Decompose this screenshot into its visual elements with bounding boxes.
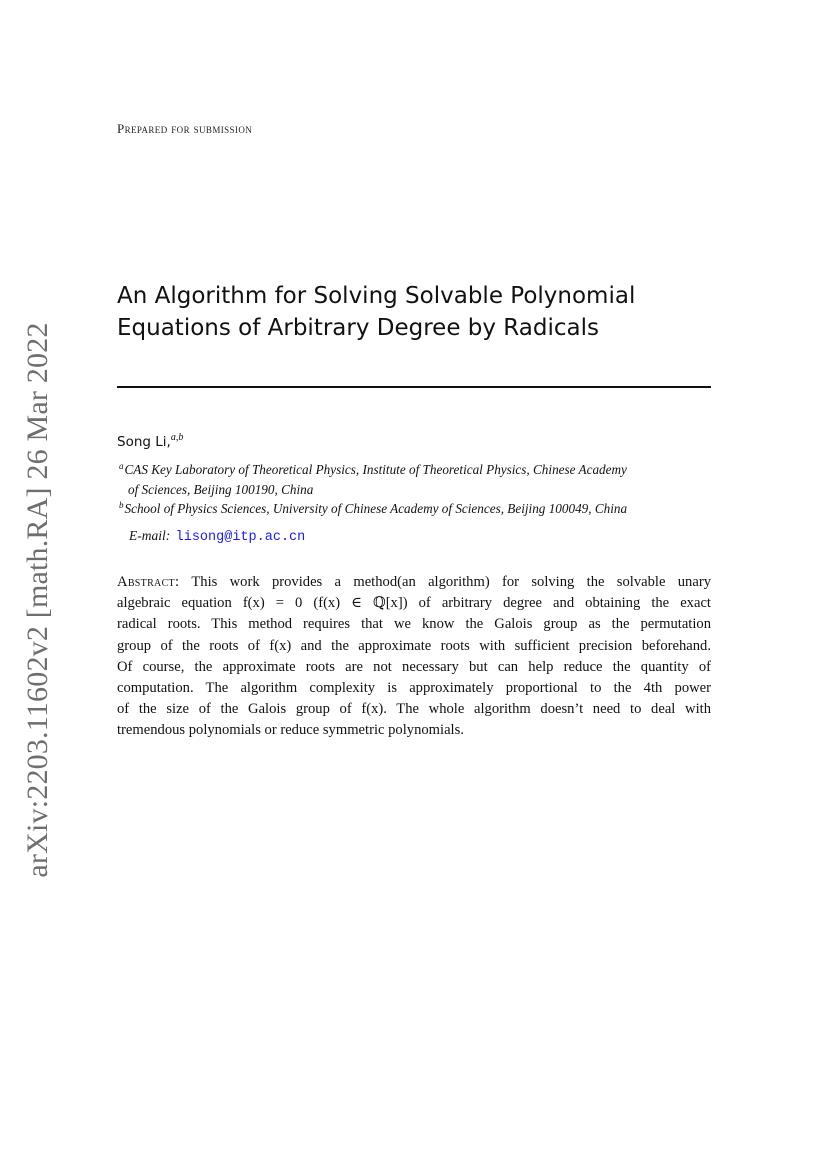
email-label: E-mail: <box>129 528 171 543</box>
abstract-line-7: of the size of the Galois group of f(x). The whole algorithm doesn’t need to deal with <box>117 701 711 718</box>
abstract-heading: Abstract: <box>117 574 180 590</box>
affiliation-a-line-2: of Sciences, Beijing 100190, China <box>128 482 314 497</box>
title-line-1: An Algorithm for Solving Solvable Polynomial <box>117 283 636 309</box>
abstract-line-6: computation. The algorithm complexity is approximately proportional to the 4th power <box>117 679 711 696</box>
email-link[interactable]: lisong@itp.ac.cn <box>175 530 306 545</box>
author <box>117 434 183 450</box>
abstract-line-3: radical roots. This method requires that we know the Galois group as the permutation <box>117 616 711 633</box>
abstract-line-1 <box>117 572 711 593</box>
abstract-line-8: tremendous polynomials or reduce symmetric polynomials. <box>117 722 464 739</box>
affiliation-a-line-1: CAS Key Laboratory of Theoretical Physics, Institute of Theoretical Physics, Chinese Academy <box>124 462 627 477</box>
title-rule <box>117 386 711 388</box>
title-line-2: Equations of Arbitrary Degree by Radicals <box>117 315 599 341</box>
abstract-line-5: Of course, the approximate roots are not necessary but can help reduce the quantity of <box>117 658 711 675</box>
affiliation-b-line-1: School of Physics Sciences, University of Chinese Academy of Sciences, Beijing 100049, China <box>124 501 628 516</box>
affiliation-b-mark: b <box>119 500 124 510</box>
abstract-line-1-text: This work provides a method(an algorithm) for solving the solvable unary <box>191 574 711 590</box>
author-affiliation-marks: a,b <box>170 432 184 443</box>
abstract-line-2: algebraic equation f(x) = 0 (f(x) ∈ ℚ[x]) of arbitrary degree and obtaining the exact <box>117 595 711 612</box>
submission-note: Prepared for submission <box>117 121 253 136</box>
abstract <box>117 572 711 742</box>
abstract-line-4: group of the roots of f(x) and the approximate roots with sufficient precision beforehand. <box>117 637 711 654</box>
affiliation-a <box>119 460 714 500</box>
author-name: Song Li, <box>117 434 171 450</box>
email-line <box>129 528 305 545</box>
paper-title <box>117 280 717 344</box>
affiliation-a-mark: a <box>119 461 124 471</box>
arxiv-identifier: arXiv:2203.11602v2 [math.RA] 26 Mar 2022 <box>21 322 54 878</box>
affiliation-b <box>119 499 714 519</box>
